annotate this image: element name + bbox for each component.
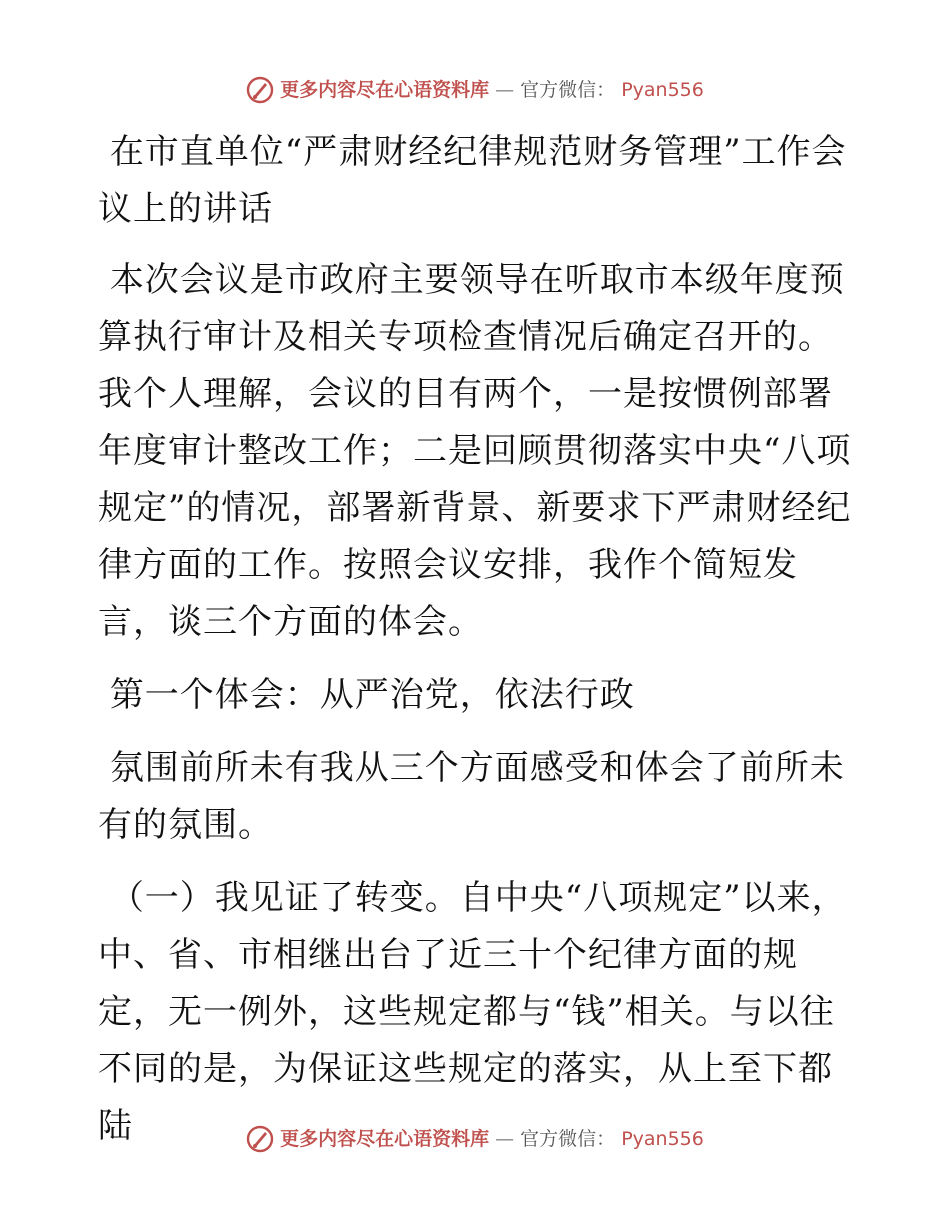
section-heading-first: 第一个体会：从严治党，依法行政 [98, 675, 635, 715]
watermark-main-text: 更多内容尽在心语资料库 [280, 79, 490, 101]
paragraph-intro: 本次会议是市政府主要领导在听取市本级年度预算执行审计及相关专项检查情况后确定召开的。我个人理解，会议的目有两个，一是按惯例部署年度审计整改工作；二是回顾贯彻落实中央“八项规定”的情况，部署新背景、新要求下严肃财经纪律方面的工作。按照会议安排，我作个简短发言，谈三个方面的体会。 [98, 260, 852, 642]
paragraph-atmosphere: 氛围前所未有我从三个方面感受和体会了前所未有的氛围。 [98, 748, 845, 845]
quill-logo-icon [246, 1125, 274, 1153]
document-body [98, 124, 858, 1155]
watermark-separator: — [495, 1128, 515, 1150]
footer-watermark [0, 1125, 950, 1153]
watermark-separator: — [495, 79, 515, 101]
watermark-main-text: 更多内容尽在心语资料库 [280, 1128, 490, 1150]
paragraph-witness-change: （一）我见证了转变。自中央“八项规定”以来，中、省、市相继出台了近三十个纪律方面的规定，无一例外，这些规定都与“钱”相关。与以往不同的是，为保证这些规定的落实，从上至下都陆 [98, 878, 847, 1146]
watermark-wechat-label: 官方微信： [520, 79, 616, 101]
document-title: 在市直单位“严肃财经纪律规范财务管理”工作会议上的讲话 [98, 132, 847, 229]
header-watermark [0, 76, 950, 104]
watermark-wechat-id: Pyan556 [621, 1128, 704, 1150]
quill-logo-icon [246, 76, 274, 104]
watermark-wechat-id: Pyan556 [621, 79, 704, 101]
watermark-wechat-label: 官方微信： [520, 1128, 616, 1150]
